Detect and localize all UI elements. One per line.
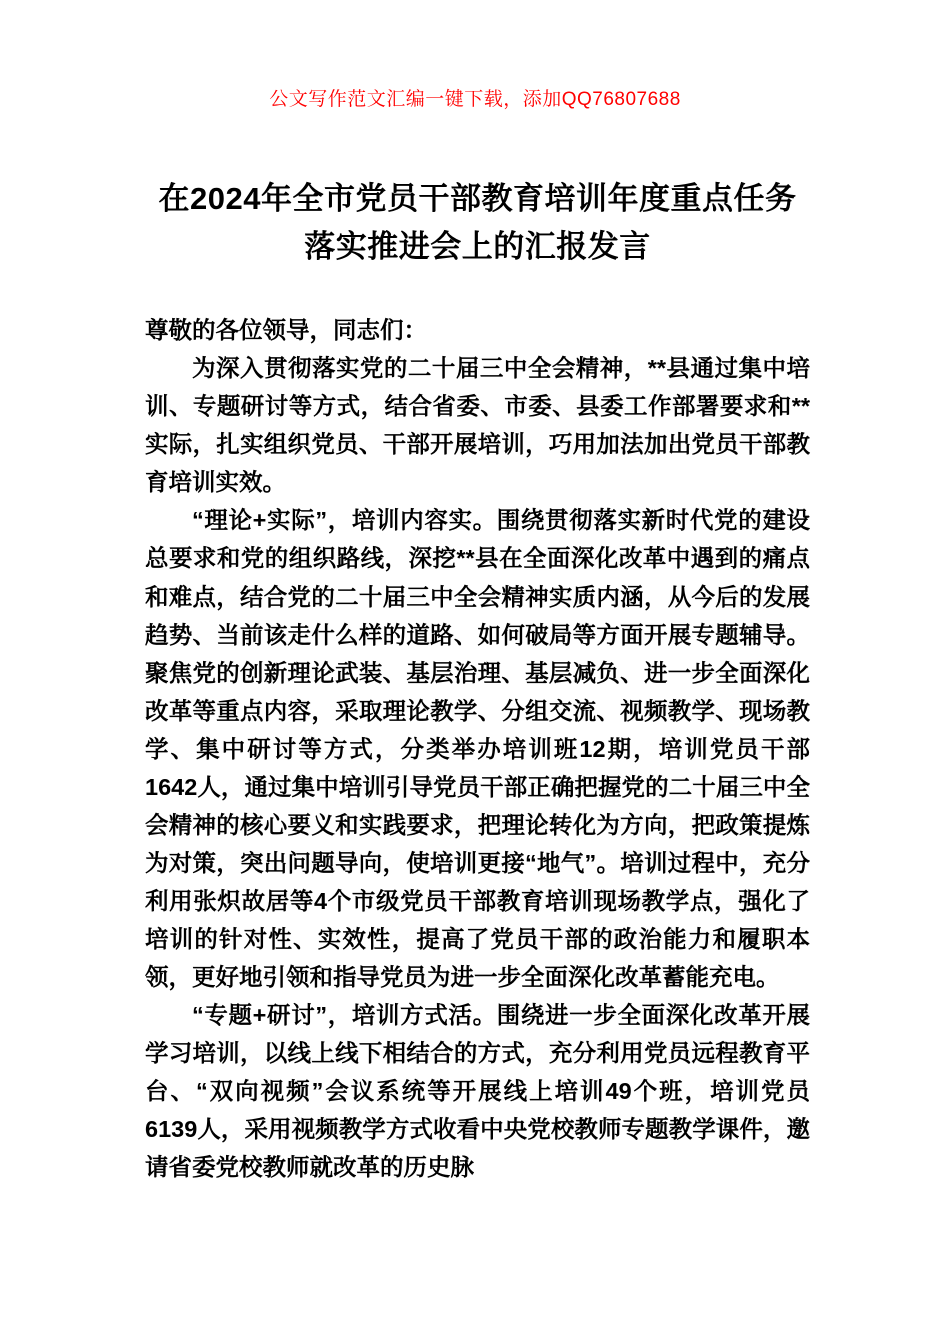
body-paragraph-2: “理论+实际”，培训内容实。围绕贯彻落实新时代党的建设总要求和党的组织路线，深挖**县在全面深化改革中遇到的痛点和难点，结合党的二十届三中全会精神实质内涵，从今后的发展趋势、当前该走什么样的道路、如何破局等方面开展专题辅导。聚焦党的创新理论武装、基层治理、基层减负、进一步全面深化改革等重点内容，采取理论教学、分组交流、视频教学、现场教学、集中研讨等方式，分类举办培训班12期，培训党员干部1642人，通过集中培训引导党员干部正确把握党的二十届三中全会精神的核心要义和实践要求，把理论转化为方向，把政策提炼为对策，突出问题导向，使培训更接“地气”。培训过程中，充分利用张炽故居等4个市级党员干部教育培训现场教学点，强化了培训的针对性、实效性，提高了党员干部的政治能力和履职本领，更好地引领和指导党员为进一步全面深化改革蓄能充电。	[145, 507, 810, 991]
page-title: 在2024年全市党员干部教育培训年度重点任务落实推进会上的汇报发言	[158, 181, 797, 265]
document-body	[145, 311, 810, 1186]
watermark-text: 公文写作范文汇编一键下载，添加QQ76807688	[269, 89, 681, 110]
salutation-line: 尊敬的各位领导，同志们：	[145, 317, 427, 344]
body-paragraph-1: 为深入贯彻落实党的二十届三中全会精神，**县通过集中培训、专题研讨等方式，结合省委、市委、县委工作部署要求和**实际，扎实组织党员、干部开展培训，巧用加法加出党员干部教育培训实效。	[145, 355, 810, 496]
body-paragraph-3: “专题+研讨”，培训方式活。围绕进一步全面深化改革开展学习培训，以线上线下相结合的方式，充分利用党员远程教育平台、“双向视频”会议系统等开展线上培训49个班，培训党员6139人，采用视频教学方式收看中央党校教师专题教学课件，邀请省委党校教师就改革的历史脉	[145, 1002, 810, 1181]
